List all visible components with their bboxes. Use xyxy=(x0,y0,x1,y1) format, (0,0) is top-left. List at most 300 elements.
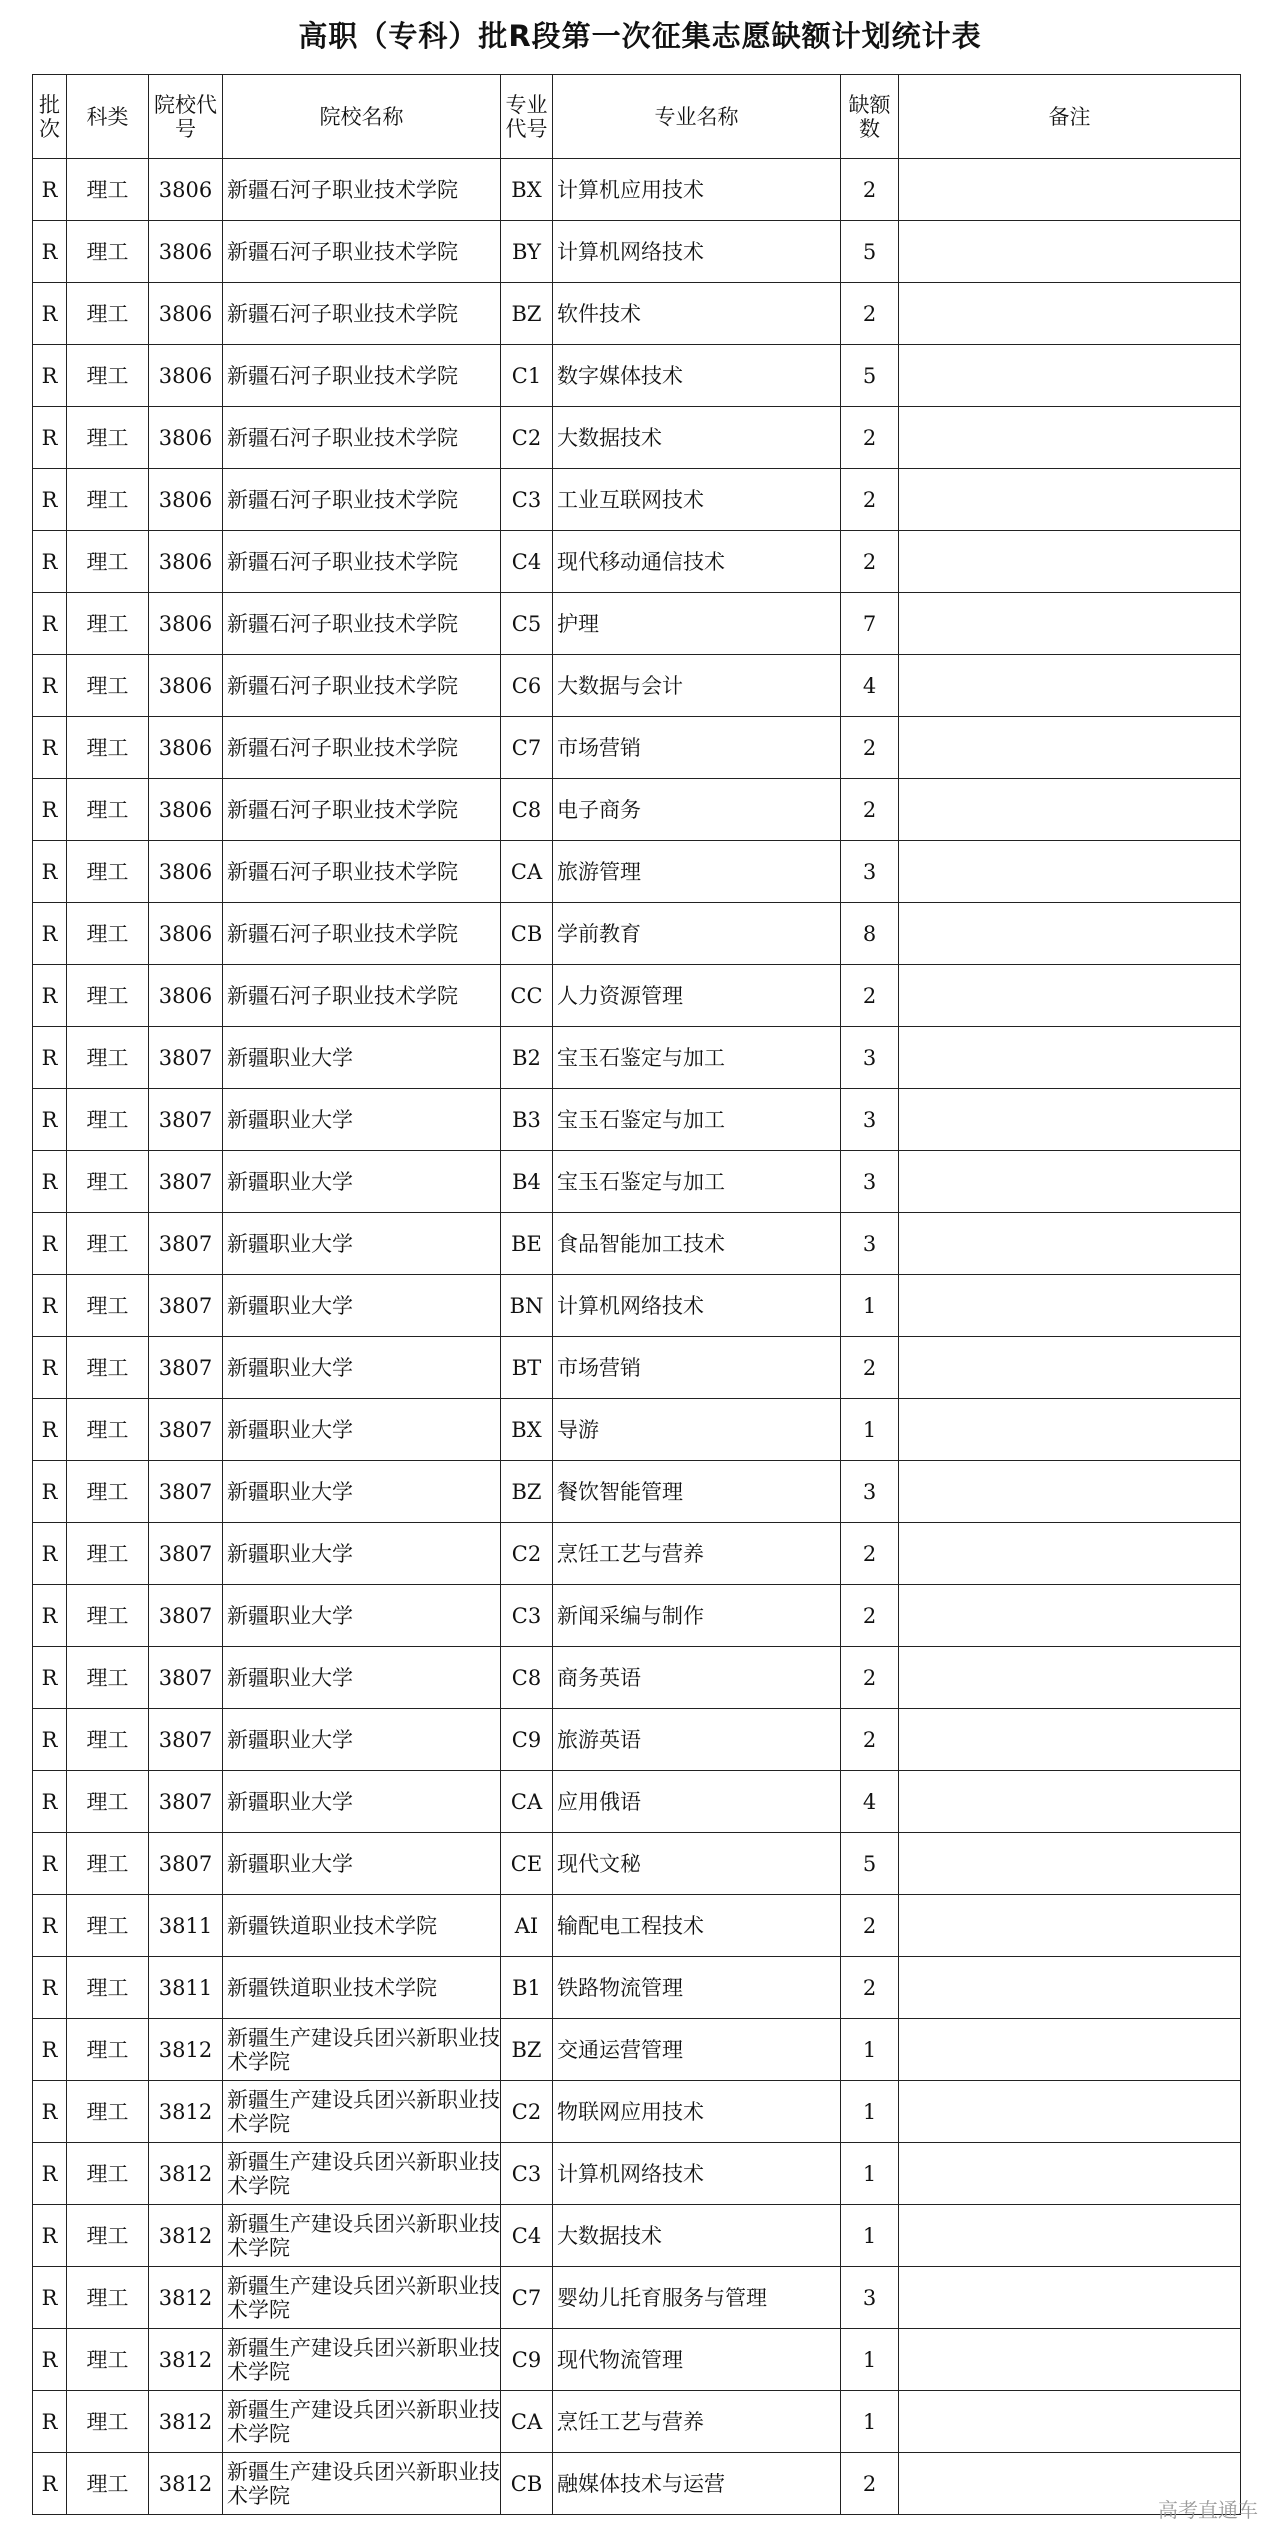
cell-major-name: 物联网应用技术 xyxy=(553,2081,841,2143)
cell-category: 理工 xyxy=(67,283,149,345)
table-row xyxy=(33,2019,1241,2081)
cell-batch: R xyxy=(33,1895,67,1957)
cell-school-code: 3812 xyxy=(149,2143,223,2205)
table-row xyxy=(33,1957,1241,2019)
cell-school-name: 新疆生产建设兵团兴新职业技术学院 xyxy=(223,2267,501,2329)
cell-category: 理工 xyxy=(67,1399,149,1461)
cell-category: 理工 xyxy=(67,1151,149,1213)
cell-school-code: 3806 xyxy=(149,159,223,221)
cell-school-name: 新疆石河子职业技术学院 xyxy=(223,469,501,531)
cell-batch: R xyxy=(33,2391,67,2453)
cell-shortfall: 3 xyxy=(841,2267,899,2329)
table-row xyxy=(33,1585,1241,1647)
cell-batch: R xyxy=(33,469,67,531)
cell-batch: R xyxy=(33,2453,67,2515)
cell-school-code: 3807 xyxy=(149,1771,223,1833)
cell-shortfall: 4 xyxy=(841,1771,899,1833)
cell-school-name: 新疆石河子职业技术学院 xyxy=(223,779,501,841)
cell-batch: R xyxy=(33,283,67,345)
cell-school-code: 3807 xyxy=(149,1461,223,1523)
table-row xyxy=(33,1337,1241,1399)
cell-school-name: 新疆铁道职业技术学院 xyxy=(223,1895,501,1957)
cell-remark xyxy=(899,2143,1241,2205)
cell-remark xyxy=(899,2019,1241,2081)
cell-major-name: 旅游英语 xyxy=(553,1709,841,1771)
cell-remark xyxy=(899,531,1241,593)
cell-major-code: CE xyxy=(501,1833,553,1895)
cell-school-name: 新疆石河子职业技术学院 xyxy=(223,965,501,1027)
cell-school-code: 3812 xyxy=(149,2453,223,2515)
cell-school-name: 新疆石河子职业技术学院 xyxy=(223,283,501,345)
cell-shortfall: 2 xyxy=(841,531,899,593)
cell-batch: R xyxy=(33,1089,67,1151)
cell-school-name: 新疆石河子职业技术学院 xyxy=(223,655,501,717)
cell-category: 理工 xyxy=(67,593,149,655)
cell-remark xyxy=(899,841,1241,903)
cell-remark xyxy=(899,1585,1241,1647)
cell-school-name: 新疆职业大学 xyxy=(223,1399,501,1461)
cell-major-name: 大数据技术 xyxy=(553,2205,841,2267)
cell-school-name: 新疆石河子职业技术学院 xyxy=(223,903,501,965)
cell-batch: R xyxy=(33,1213,67,1275)
cell-major-name: 现代物流管理 xyxy=(553,2329,841,2391)
cell-school-name: 新疆职业大学 xyxy=(223,1275,501,1337)
cell-shortfall: 3 xyxy=(841,1089,899,1151)
cell-shortfall: 2 xyxy=(841,2453,899,2515)
cell-shortfall: 1 xyxy=(841,2329,899,2391)
cell-school-code: 3811 xyxy=(149,1895,223,1957)
cell-major-name: 计算机网络技术 xyxy=(553,1275,841,1337)
cell-batch: R xyxy=(33,2019,67,2081)
cell-school-name: 新疆职业大学 xyxy=(223,1337,501,1399)
cell-category: 理工 xyxy=(67,1895,149,1957)
cell-remark xyxy=(899,1213,1241,1275)
cell-batch: R xyxy=(33,1771,67,1833)
cell-major-code: C8 xyxy=(501,779,553,841)
table-row xyxy=(33,655,1241,717)
cell-remark xyxy=(899,1089,1241,1151)
cell-shortfall: 4 xyxy=(841,655,899,717)
cell-school-name: 新疆石河子职业技术学院 xyxy=(223,593,501,655)
cell-major-name: 婴幼儿托育服务与管理 xyxy=(553,2267,841,2329)
cell-shortfall: 1 xyxy=(841,2081,899,2143)
header-school-code: 院校代号 xyxy=(149,75,223,159)
cell-school-code: 3806 xyxy=(149,345,223,407)
cell-major-code: BN xyxy=(501,1275,553,1337)
cell-category: 理工 xyxy=(67,655,149,717)
cell-remark xyxy=(899,779,1241,841)
cell-major-name: 食品智能加工技术 xyxy=(553,1213,841,1275)
table-row xyxy=(33,1833,1241,1895)
cell-shortfall: 2 xyxy=(841,283,899,345)
cell-major-code: BE xyxy=(501,1213,553,1275)
cell-shortfall: 2 xyxy=(841,717,899,779)
cell-major-name: 宝玉石鉴定与加工 xyxy=(553,1027,841,1089)
cell-batch: R xyxy=(33,1461,67,1523)
table-row xyxy=(33,903,1241,965)
cell-shortfall: 3 xyxy=(841,1027,899,1089)
cell-major-name: 烹饪工艺与营养 xyxy=(553,1523,841,1585)
table-row xyxy=(33,1523,1241,1585)
cell-major-code: BZ xyxy=(501,283,553,345)
cell-school-name: 新疆生产建设兵团兴新职业技术学院 xyxy=(223,2205,501,2267)
cell-remark xyxy=(899,965,1241,1027)
cell-category: 理工 xyxy=(67,1275,149,1337)
cell-major-code: AI xyxy=(501,1895,553,1957)
cell-major-code: C2 xyxy=(501,1523,553,1585)
cell-school-name: 新疆职业大学 xyxy=(223,1151,501,1213)
cell-school-code: 3806 xyxy=(149,469,223,531)
cell-school-code: 3807 xyxy=(149,1275,223,1337)
cell-school-name: 新疆职业大学 xyxy=(223,1647,501,1709)
cell-major-name: 铁路物流管理 xyxy=(553,1957,841,2019)
cell-major-name: 大数据技术 xyxy=(553,407,841,469)
cell-school-name: 新疆职业大学 xyxy=(223,1089,501,1151)
cell-major-code: C1 xyxy=(501,345,553,407)
cell-remark xyxy=(899,2329,1241,2391)
cell-remark xyxy=(899,221,1241,283)
cell-batch: R xyxy=(33,2329,67,2391)
table-row xyxy=(33,2391,1241,2453)
table-row xyxy=(33,2453,1241,2515)
cell-school-code: 3812 xyxy=(149,2205,223,2267)
cell-school-name: 新疆石河子职业技术学院 xyxy=(223,407,501,469)
cell-shortfall: 3 xyxy=(841,1151,899,1213)
cell-school-code: 3806 xyxy=(149,717,223,779)
cell-shortfall: 2 xyxy=(841,1709,899,1771)
cell-school-code: 3806 xyxy=(149,531,223,593)
table-row xyxy=(33,779,1241,841)
cell-major-code: C3 xyxy=(501,2143,553,2205)
cell-remark xyxy=(899,283,1241,345)
cell-remark xyxy=(899,407,1241,469)
cell-major-name: 交通运营管理 xyxy=(553,2019,841,2081)
cell-category: 理工 xyxy=(67,903,149,965)
cell-major-code: C2 xyxy=(501,407,553,469)
cell-school-code: 3806 xyxy=(149,903,223,965)
header-major-name: 专业名称 xyxy=(553,75,841,159)
cell-school-code: 3807 xyxy=(149,1027,223,1089)
cell-major-name: 现代文秘 xyxy=(553,1833,841,1895)
cell-major-name: 宝玉石鉴定与加工 xyxy=(553,1089,841,1151)
table-row xyxy=(33,221,1241,283)
cell-major-name: 软件技术 xyxy=(553,283,841,345)
cell-school-code: 3812 xyxy=(149,2391,223,2453)
cell-school-code: 3807 xyxy=(149,1337,223,1399)
header-category: 科类 xyxy=(67,75,149,159)
cell-batch: R xyxy=(33,407,67,469)
cell-major-name: 人力资源管理 xyxy=(553,965,841,1027)
cell-school-code: 3807 xyxy=(149,1833,223,1895)
cell-major-code: CC xyxy=(501,965,553,1027)
cell-category: 理工 xyxy=(67,2081,149,2143)
cell-major-name: 餐饮智能管理 xyxy=(553,1461,841,1523)
cell-category: 理工 xyxy=(67,1027,149,1089)
cell-major-code: C3 xyxy=(501,1585,553,1647)
cell-school-name: 新疆职业大学 xyxy=(223,1523,501,1585)
cell-remark xyxy=(899,903,1241,965)
cell-shortfall: 1 xyxy=(841,2391,899,2453)
cell-school-code: 3807 xyxy=(149,1523,223,1585)
cell-category: 理工 xyxy=(67,1213,149,1275)
cell-school-name: 新疆职业大学 xyxy=(223,1585,501,1647)
cell-school-name: 新疆石河子职业技术学院 xyxy=(223,531,501,593)
table-row xyxy=(33,159,1241,221)
cell-major-name: 市场营销 xyxy=(553,1337,841,1399)
cell-major-name: 烹饪工艺与营养 xyxy=(553,2391,841,2453)
cell-category: 理工 xyxy=(67,717,149,779)
cell-major-code: C9 xyxy=(501,2329,553,2391)
cell-school-name: 新疆生产建设兵团兴新职业技术学院 xyxy=(223,2391,501,2453)
cell-batch: R xyxy=(33,221,67,283)
cell-shortfall: 2 xyxy=(841,1647,899,1709)
cell-batch: R xyxy=(33,531,67,593)
cell-school-name: 新疆石河子职业技术学院 xyxy=(223,841,501,903)
cell-school-code: 3806 xyxy=(149,221,223,283)
table-row xyxy=(33,2205,1241,2267)
cell-major-code: B1 xyxy=(501,1957,553,2019)
cell-school-code: 3806 xyxy=(149,655,223,717)
cell-school-code: 3806 xyxy=(149,283,223,345)
cell-shortfall: 5 xyxy=(841,345,899,407)
table-row xyxy=(33,1399,1241,1461)
cell-major-code: BZ xyxy=(501,2019,553,2081)
cell-school-name: 新疆石河子职业技术学院 xyxy=(223,717,501,779)
cell-category: 理工 xyxy=(67,159,149,221)
cell-school-code: 3806 xyxy=(149,593,223,655)
cell-category: 理工 xyxy=(67,1957,149,2019)
cell-batch: R xyxy=(33,2143,67,2205)
cell-shortfall: 3 xyxy=(841,1213,899,1275)
cell-major-code: BY xyxy=(501,221,553,283)
header-major-code: 专业代号 xyxy=(501,75,553,159)
cell-major-code: C7 xyxy=(501,2267,553,2329)
cell-shortfall: 1 xyxy=(841,2205,899,2267)
cell-shortfall: 2 xyxy=(841,1585,899,1647)
cell-category: 理工 xyxy=(67,1461,149,1523)
cell-shortfall: 2 xyxy=(841,1957,899,2019)
cell-major-name: 宝玉石鉴定与加工 xyxy=(553,1151,841,1213)
cell-category: 理工 xyxy=(67,407,149,469)
cell-batch: R xyxy=(33,1833,67,1895)
cell-school-name: 新疆职业大学 xyxy=(223,1461,501,1523)
cell-major-name: 输配电工程技术 xyxy=(553,1895,841,1957)
cell-category: 理工 xyxy=(67,841,149,903)
table-row xyxy=(33,469,1241,531)
cell-school-name: 新疆职业大学 xyxy=(223,1771,501,1833)
cell-remark xyxy=(899,1895,1241,1957)
cell-batch: R xyxy=(33,903,67,965)
table-row xyxy=(33,2267,1241,2329)
cell-category: 理工 xyxy=(67,965,149,1027)
cell-school-code: 3806 xyxy=(149,841,223,903)
cell-major-code: CB xyxy=(501,903,553,965)
table-row xyxy=(33,1895,1241,1957)
cell-school-code: 3812 xyxy=(149,2267,223,2329)
cell-school-name: 新疆生产建设兵团兴新职业技术学院 xyxy=(223,2081,501,2143)
cell-batch: R xyxy=(33,1647,67,1709)
cell-school-code: 3807 xyxy=(149,1399,223,1461)
cell-batch: R xyxy=(33,965,67,1027)
cell-remark xyxy=(899,469,1241,531)
table-row xyxy=(33,2081,1241,2143)
table-row xyxy=(33,283,1241,345)
cell-major-code: CA xyxy=(501,1771,553,1833)
cell-batch: R xyxy=(33,1957,67,2019)
table-row xyxy=(33,1647,1241,1709)
cell-major-code: BX xyxy=(501,159,553,221)
cell-shortfall: 2 xyxy=(841,1895,899,1957)
cell-batch: R xyxy=(33,345,67,407)
cell-school-name: 新疆铁道职业技术学院 xyxy=(223,1957,501,2019)
cell-batch: R xyxy=(33,1523,67,1585)
cell-major-name: 大数据与会计 xyxy=(553,655,841,717)
table-row xyxy=(33,345,1241,407)
cell-school-code: 3807 xyxy=(149,1585,223,1647)
cell-major-code: C8 xyxy=(501,1647,553,1709)
cell-category: 理工 xyxy=(67,1337,149,1399)
header-shortfall: 缺额数 xyxy=(841,75,899,159)
cell-batch: R xyxy=(33,717,67,779)
cell-major-name: 电子商务 xyxy=(553,779,841,841)
cell-remark xyxy=(899,159,1241,221)
cell-remark xyxy=(899,1709,1241,1771)
cell-major-code: C7 xyxy=(501,717,553,779)
cell-school-code: 3807 xyxy=(149,1709,223,1771)
cell-shortfall: 5 xyxy=(841,221,899,283)
table-row xyxy=(33,2329,1241,2391)
cell-major-name: 学前教育 xyxy=(553,903,841,965)
cell-school-name: 新疆生产建设兵团兴新职业技术学院 xyxy=(223,2143,501,2205)
cell-major-code: C3 xyxy=(501,469,553,531)
cell-shortfall: 2 xyxy=(841,1337,899,1399)
cell-category: 理工 xyxy=(67,1523,149,1585)
table-row xyxy=(33,1213,1241,1275)
cell-school-name: 新疆生产建设兵团兴新职业技术学院 xyxy=(223,2453,501,2515)
cell-remark xyxy=(899,1275,1241,1337)
header-school-name: 院校名称 xyxy=(223,75,501,159)
table-body xyxy=(33,159,1241,2515)
cell-shortfall: 1 xyxy=(841,1275,899,1337)
cell-remark xyxy=(899,1337,1241,1399)
cell-school-code: 3806 xyxy=(149,965,223,1027)
cell-school-code: 3806 xyxy=(149,407,223,469)
cell-school-name: 新疆石河子职业技术学院 xyxy=(223,159,501,221)
cell-batch: R xyxy=(33,2205,67,2267)
cell-shortfall: 2 xyxy=(841,159,899,221)
cell-shortfall: 3 xyxy=(841,841,899,903)
cell-batch: R xyxy=(33,2267,67,2329)
cell-school-code: 3812 xyxy=(149,2329,223,2391)
cell-major-name: 融媒体技术与运营 xyxy=(553,2453,841,2515)
cell-major-code: CB xyxy=(501,2453,553,2515)
cell-school-name: 新疆石河子职业技术学院 xyxy=(223,345,501,407)
cell-school-name: 新疆职业大学 xyxy=(223,1213,501,1275)
table-row xyxy=(33,2143,1241,2205)
cell-shortfall: 2 xyxy=(841,779,899,841)
cell-school-code: 3807 xyxy=(149,1647,223,1709)
cell-major-name: 计算机应用技术 xyxy=(553,159,841,221)
cell-remark xyxy=(899,345,1241,407)
cell-remark xyxy=(899,2205,1241,2267)
cell-category: 理工 xyxy=(67,2205,149,2267)
cell-batch: R xyxy=(33,1151,67,1213)
table-row xyxy=(33,1709,1241,1771)
cell-shortfall: 1 xyxy=(841,2019,899,2081)
cell-major-name: 工业互联网技术 xyxy=(553,469,841,531)
cell-major-code: BX xyxy=(501,1399,553,1461)
cell-remark xyxy=(899,1957,1241,2019)
cell-remark xyxy=(899,1771,1241,1833)
cell-batch: R xyxy=(33,1709,67,1771)
cell-batch: R xyxy=(33,1027,67,1089)
cell-remark xyxy=(899,593,1241,655)
cell-school-name: 新疆职业大学 xyxy=(223,1833,501,1895)
table-row xyxy=(33,1771,1241,1833)
cell-category: 理工 xyxy=(67,2391,149,2453)
cell-category: 理工 xyxy=(67,1833,149,1895)
table-row xyxy=(33,1275,1241,1337)
table-row xyxy=(33,1027,1241,1089)
table-row xyxy=(33,1461,1241,1523)
cell-category: 理工 xyxy=(67,2019,149,2081)
table-row xyxy=(33,1151,1241,1213)
cell-category: 理工 xyxy=(67,2267,149,2329)
cell-batch: R xyxy=(33,655,67,717)
cell-shortfall: 2 xyxy=(841,1523,899,1585)
cell-major-code: B3 xyxy=(501,1089,553,1151)
cell-major-name: 计算机网络技术 xyxy=(553,2143,841,2205)
header-row xyxy=(33,75,1241,159)
cell-shortfall: 2 xyxy=(841,965,899,1027)
cell-major-code: C2 xyxy=(501,2081,553,2143)
cell-shortfall: 8 xyxy=(841,903,899,965)
cell-school-code: 3812 xyxy=(149,2081,223,2143)
cell-major-name: 数字媒体技术 xyxy=(553,345,841,407)
cell-remark xyxy=(899,1833,1241,1895)
cell-category: 理工 xyxy=(67,779,149,841)
cell-remark xyxy=(899,1523,1241,1585)
cell-batch: R xyxy=(33,841,67,903)
cell-school-name: 新疆生产建设兵团兴新职业技术学院 xyxy=(223,2019,501,2081)
cell-remark xyxy=(899,655,1241,717)
cell-major-code: CA xyxy=(501,841,553,903)
table-row xyxy=(33,407,1241,469)
cell-category: 理工 xyxy=(67,1089,149,1151)
cell-major-code: CA xyxy=(501,2391,553,2453)
cell-category: 理工 xyxy=(67,1585,149,1647)
page-title: 高职（专科）批R段第一次征集志愿缺额计划统计表 xyxy=(298,19,982,53)
watermark: 高考直通车 xyxy=(1158,2498,1258,2522)
cell-category: 理工 xyxy=(67,1647,149,1709)
cell-remark xyxy=(899,1151,1241,1213)
cell-major-code: B4 xyxy=(501,1151,553,1213)
cell-shortfall: 3 xyxy=(841,1461,899,1523)
cell-major-code: BZ xyxy=(501,1461,553,1523)
cell-major-name: 导游 xyxy=(553,1399,841,1461)
cell-category: 理工 xyxy=(67,221,149,283)
cell-major-name: 新闻采编与制作 xyxy=(553,1585,841,1647)
cell-school-code: 3807 xyxy=(149,1213,223,1275)
cell-category: 理工 xyxy=(67,2453,149,2515)
cell-remark xyxy=(899,2391,1241,2453)
cell-major-code: C5 xyxy=(501,593,553,655)
cell-shortfall: 2 xyxy=(841,469,899,531)
table-row xyxy=(33,531,1241,593)
cell-category: 理工 xyxy=(67,1771,149,1833)
cell-category: 理工 xyxy=(67,2143,149,2205)
cell-major-name: 市场营销 xyxy=(553,717,841,779)
